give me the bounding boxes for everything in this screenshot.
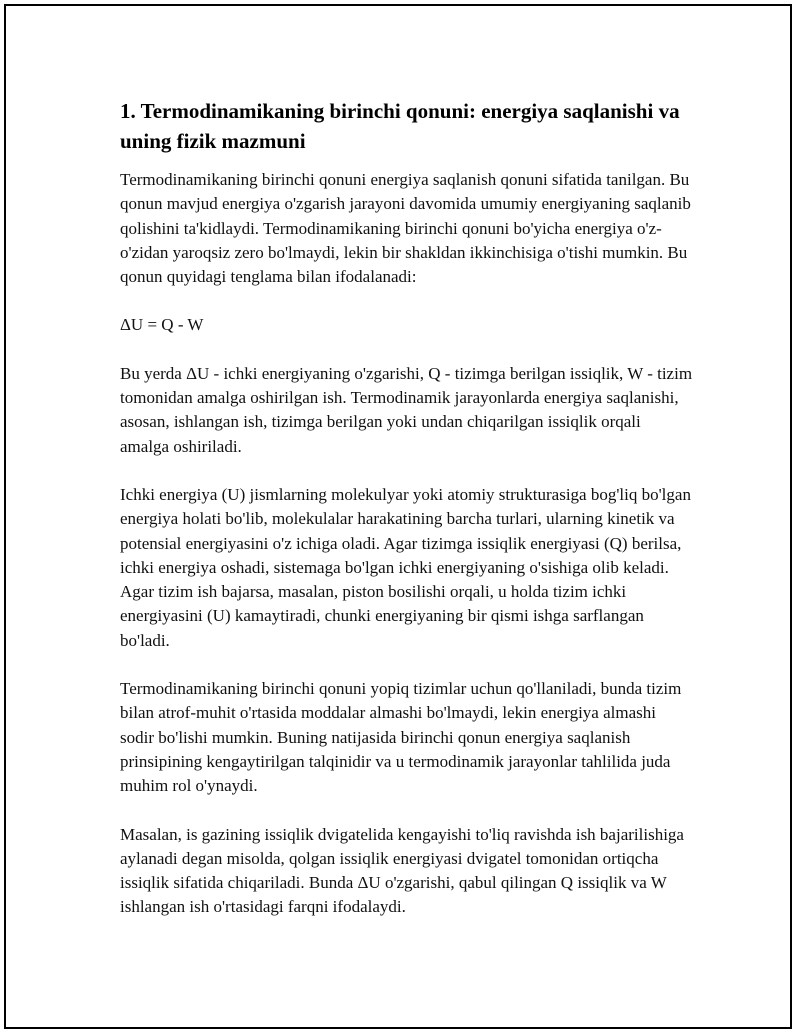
paragraph-internal-energy: Ichki energiya (U) jismlarning molekulyar yoki atomiy strukturasiga bog'liq bo'lgan energiya holati bo'lib, molekulalar harakatining barcha turlari, ularning kinetik va potensial energiyasini o'z ichiga oladi. Agar tizimga issiqlik energiyasi (Q) berilsa, ichki energiya oshadi, sistemaga bo'lgan ichki energiyaning o'sishiga olib keladi. Agar tizim ish bajarsa, masalan, piston bosilishi orqali, u holda tizim ichki energiyasini (U) kamaytiradi, chunki energiyaning bir qismi ishga sarflangan bo'ladi. bbox=[120, 484, 691, 650]
paragraph-closed-systems: Termodinamikaning birinchi qonuni yopiq tizimlar uchun qo'llaniladi, bunda tizim bilan atrof-muhit o'rtasida moddalar almashi bo'lmaydi, lekin energiya almashi sodir bo'lishi mumkin. Buning natijasida birinchi qonun energiya saqlanish prinsipining kengaytirilgan talqinidir va u termodinamik jarayonlar tahlilida juda muhim rol o'ynaydi. bbox=[120, 679, 682, 796]
document-page bbox=[4, 4, 792, 1029]
equation: ΔU = Q - W bbox=[120, 315, 204, 335]
paragraph-example: Masalan, is gazining issiqlik dvigatelida kengayishi to'liq ravishda ish bajarilishiga aylanadi degan misolda, qolgan issiqlik energiyasi dvigatel tomonidan ortiqcha issiqlik sifatida chiqariladi. Bunda ΔU o'zgarishi, qabul qilingan Q issiqlik va W ishlangan ish o'rtasidagi farqni ifodalaydi. bbox=[120, 824, 684, 917]
document-content bbox=[120, 96, 694, 944]
section-heading: 1. Termodinamikaning birinchi qonuni: energiya saqlanishi va uning fizik mazmuni bbox=[120, 99, 680, 153]
paragraph-definitions: Bu yerda ΔU - ichki energiyaning o'zgarishi, Q - tizimga berilgan issiqlik, W - tizim tomonidan amalga oshirilgan ish. Termodinamik jarayonlarda energiya saqlanishi, asosan, ishlangan ish, tizimga berilgan yoki undan chiqarilgan issiqlik orqali amalga oshiriladi. bbox=[120, 363, 693, 456]
paragraph-intro: Termodinamikaning birinchi qonuni energiya saqlanish qonuni sifatida tanilgan. Bu qonun mavjud energiya o'zgarish jarayoni davomida umumiy energiyaning saqlanib qolishini ta'kidlaydi. Termodinamikaning birinchi qonuni bo'yicha energiya o'z-o'zidan yaroqsiz zero bo'lmaydi, lekin bir shakldan ikkinchisiga o'tishi mumkin. Bu qonun quyidagi tenglama bilan ifodalanadi: bbox=[120, 170, 691, 287]
